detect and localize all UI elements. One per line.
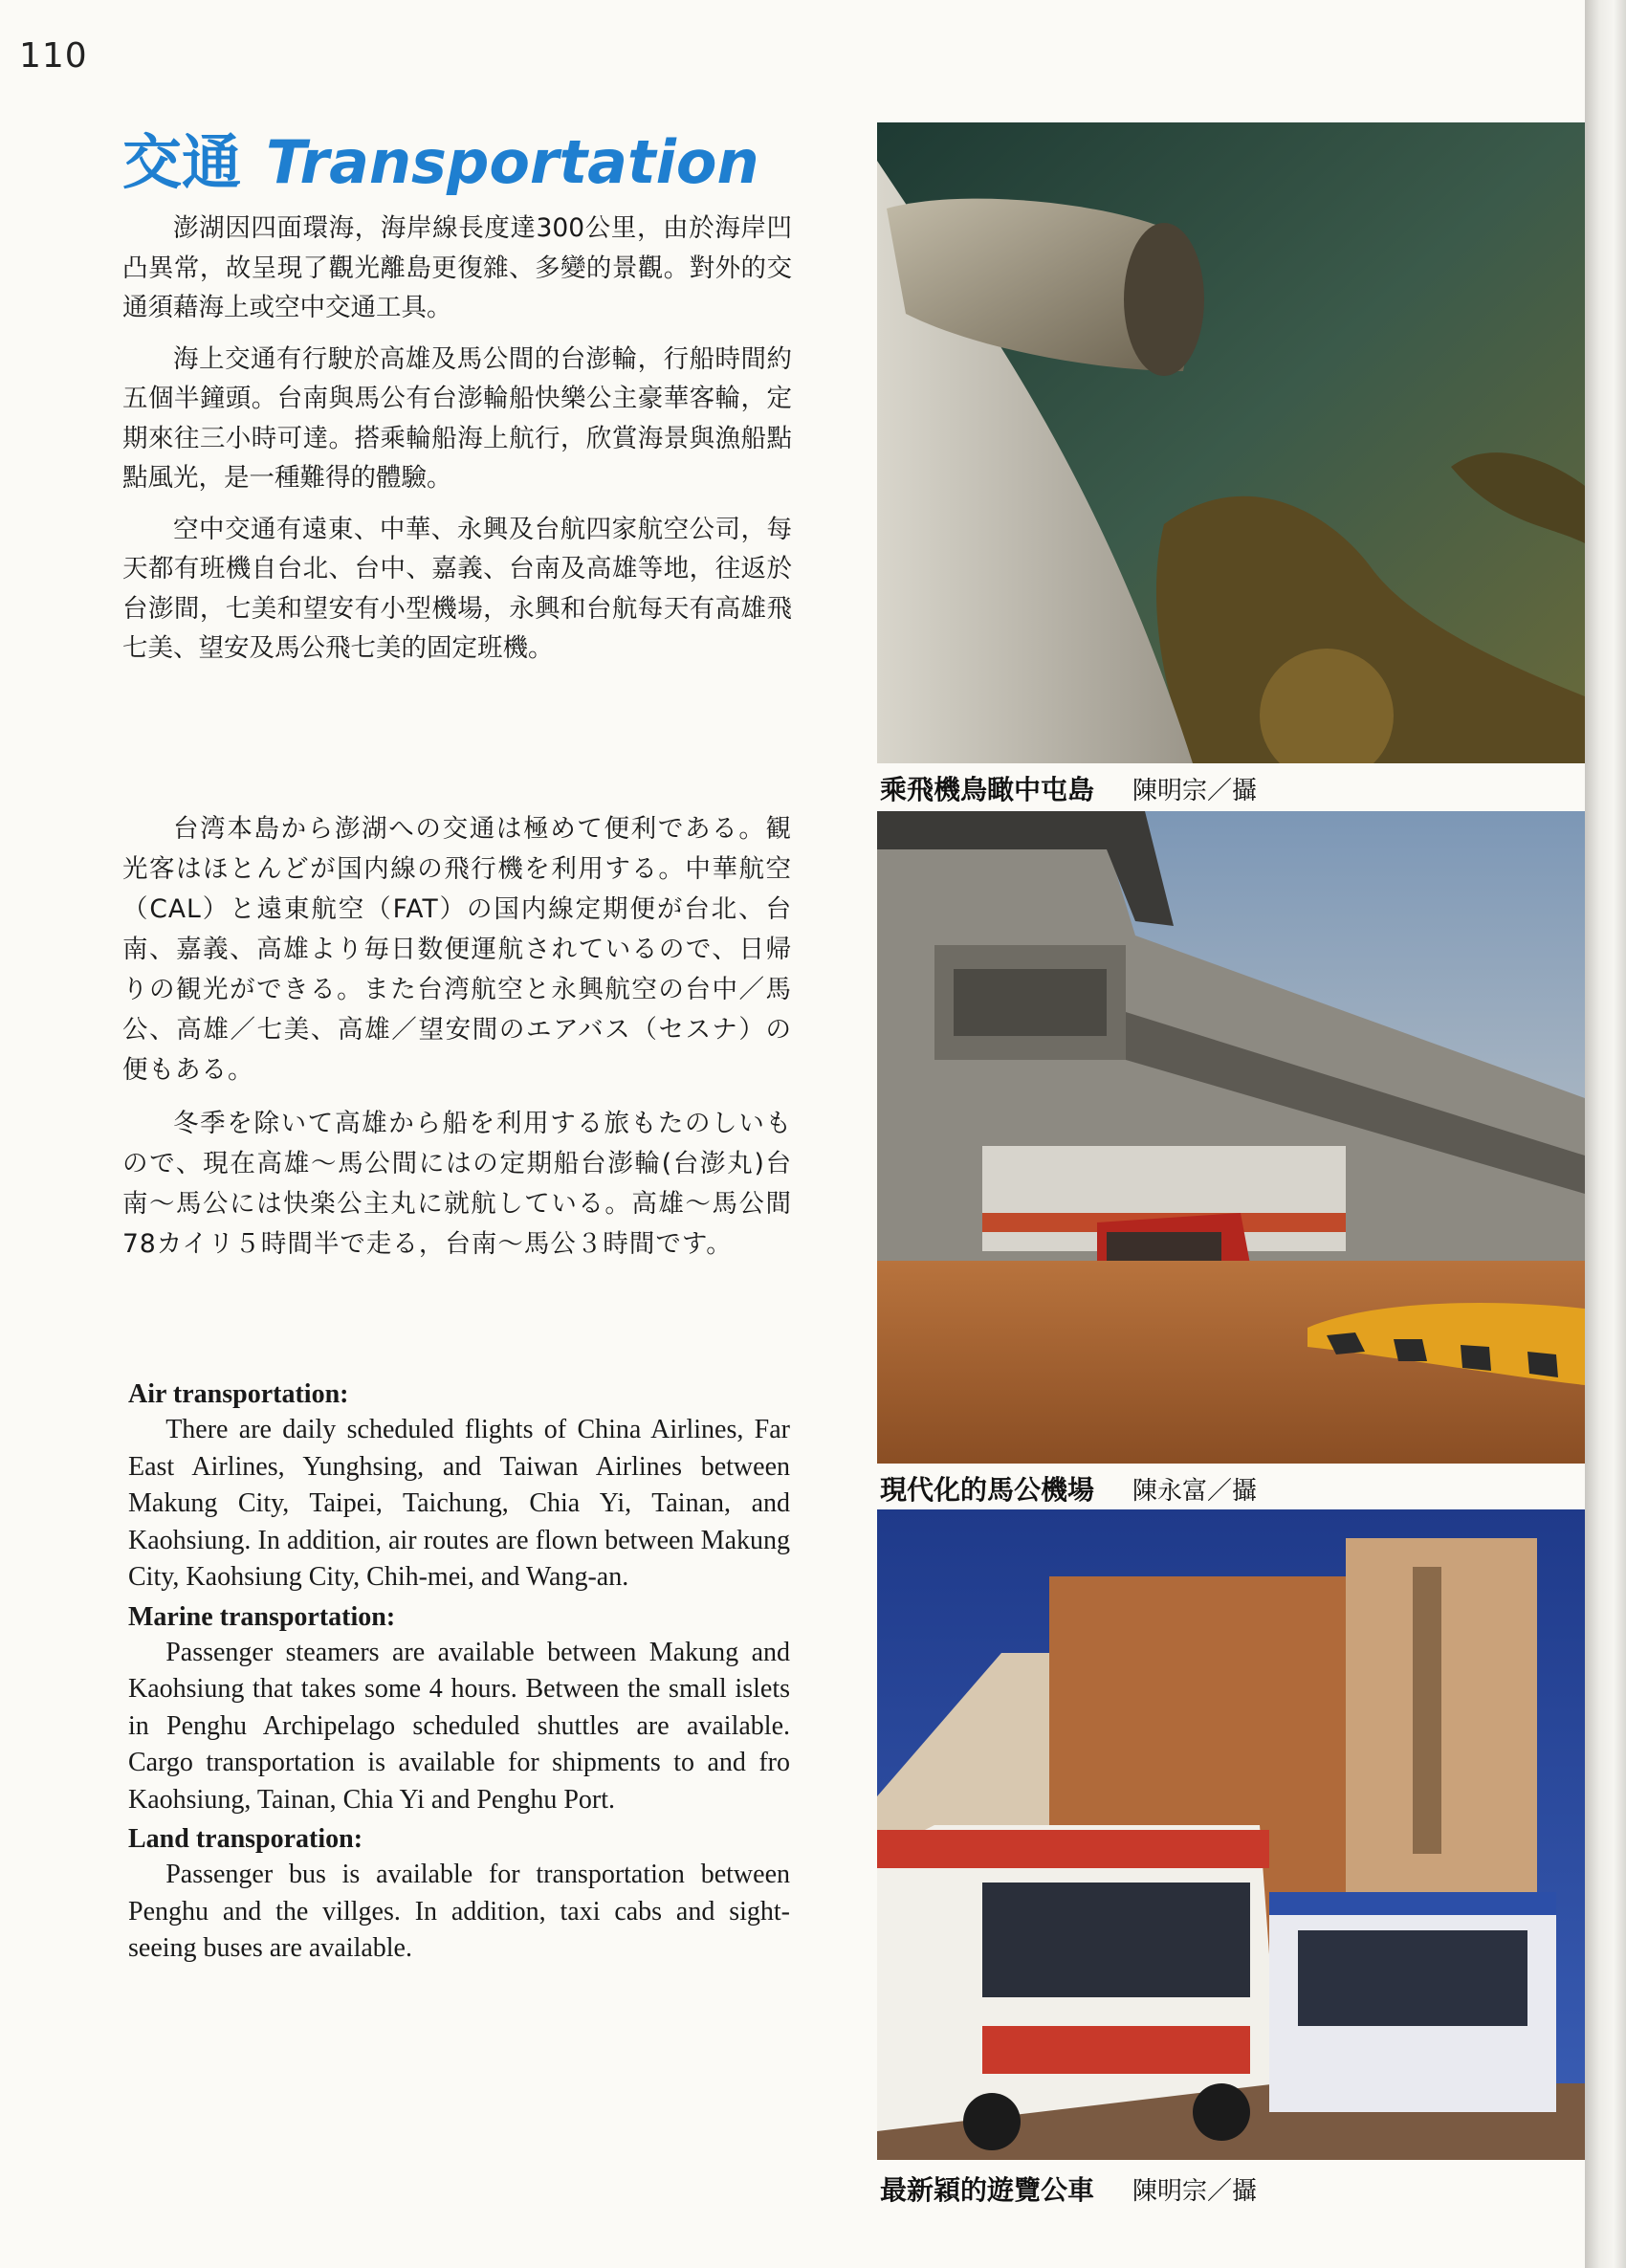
section-heading-marine: Marine transportation: [128,1601,396,1632]
caption-text: 乘飛機鳥瞰中屯島 [880,774,1095,805]
caption-credit: 陳永富／攝 [1132,1477,1258,1506]
photo-sightseeing-bus [877,1509,1585,2160]
caption-credit: 陳明宗／攝 [1132,2177,1258,2206]
section-heading-land: Land transporation: [128,1824,363,1854]
zh-paragraph: 澎湖因四面環海，海岸線長度達300公里，由於海岸凹凸異常，故呈現了觀光離島更復雜、多變的景觀。對外的交通須藉海上或空中交通工具。 [122,213,792,322]
page-number: 110 [19,36,88,76]
chinese-text-block [122,209,792,680]
page-title [122,115,759,200]
ja-paragraph: 台湾本島から澎湖への交通は極めて便利である。観光客はほとんどが国内線の飛行機を利用する。中華航空（CAL）と遠東航空（FAT）の国内線定期便が台北、台南、嘉義、高雄より毎日数便運航されているので、日帰りの観光ができる。また台湾航空と永興航空の台中／馬公、高雄／七美、高雄／望安間のエアバス（セスナ）の便もある。 [122,814,792,1085]
section-body-marine: Passenger steamers are available between Makung and Kaohsiung that takes some 4 hours. Between the small islets in Penghu Archipelago scheduled shuttles are available. Cargo transportation is available for shipments to and fro Kaohsiung, Tainan, Chia Yi and Penghu Port. [128,1637,790,1815]
zh-paragraph: 海上交通有行駛於高雄及馬公間的台澎輪，行船時間約五個半鐘頭。台南與馬公有台澎輪船快樂公主豪華客輪，定期來往三小時可達。搭乘輪船海上航行，欣賞海景與漁船點點風光，是一種難得的體驗。 [122,343,792,493]
japanese-text-block [122,809,792,1278]
page-gutter [1585,0,1626,2268]
title-en: Transportation [266,127,759,197]
photo-aerial-view [877,122,1585,763]
english-text-block [128,1377,790,1971]
section-body-air: There are daily scheduled flights of China Airlines, Far East Airlines, Yunghsing, and Taiwan Airlines between Makung City, Taipei, Taichung, Chia Yi, Tainan, and Kaohsiung. In addition, air routes are flown between Makung City, Kaohsiung City, Chih-mei, and Wang-an. [128,1415,790,1592]
caption-text: 現代化的馬公機場 [880,1474,1095,1506]
zh-paragraph: 空中交通有遠東、中華、永興及台航四家航空公司，每天都有班機自台北、台中、嘉義、台南及高雄等地，往返於台澎間，七美和望安有小型機場，永興和台航每天有高雄飛七美、望安及馬公飛七美的固定班機。 [122,514,792,663]
title-zh: 交通 [122,127,242,197]
photo-caption-3 [880,2169,1257,2208]
caption-text: 最新穎的遊覽公車 [880,2174,1095,2206]
photo-makung-airport [877,811,1585,1464]
ja-paragraph: 冬季を除いて高雄から船を利用する旅もたのしいもので、現在高雄～馬公間にはの定期船台澎輪(台澎丸)台南～馬公には快楽公主丸に就航している。高雄～馬公間78カイリ５時間半で走る，台南～馬公３時間です。 [122,1109,792,1259]
section-heading-air: Air transportation: [128,1379,349,1409]
section-body-land: Passenger bus is available for transportation between Penghu and the villges. In addition, taxi cabs and sight-seeing buses are available. [128,1860,790,1963]
photo-caption-2 [880,1469,1257,1508]
caption-credit: 陳明宗／攝 [1132,777,1258,805]
photo-caption-1 [880,769,1257,807]
